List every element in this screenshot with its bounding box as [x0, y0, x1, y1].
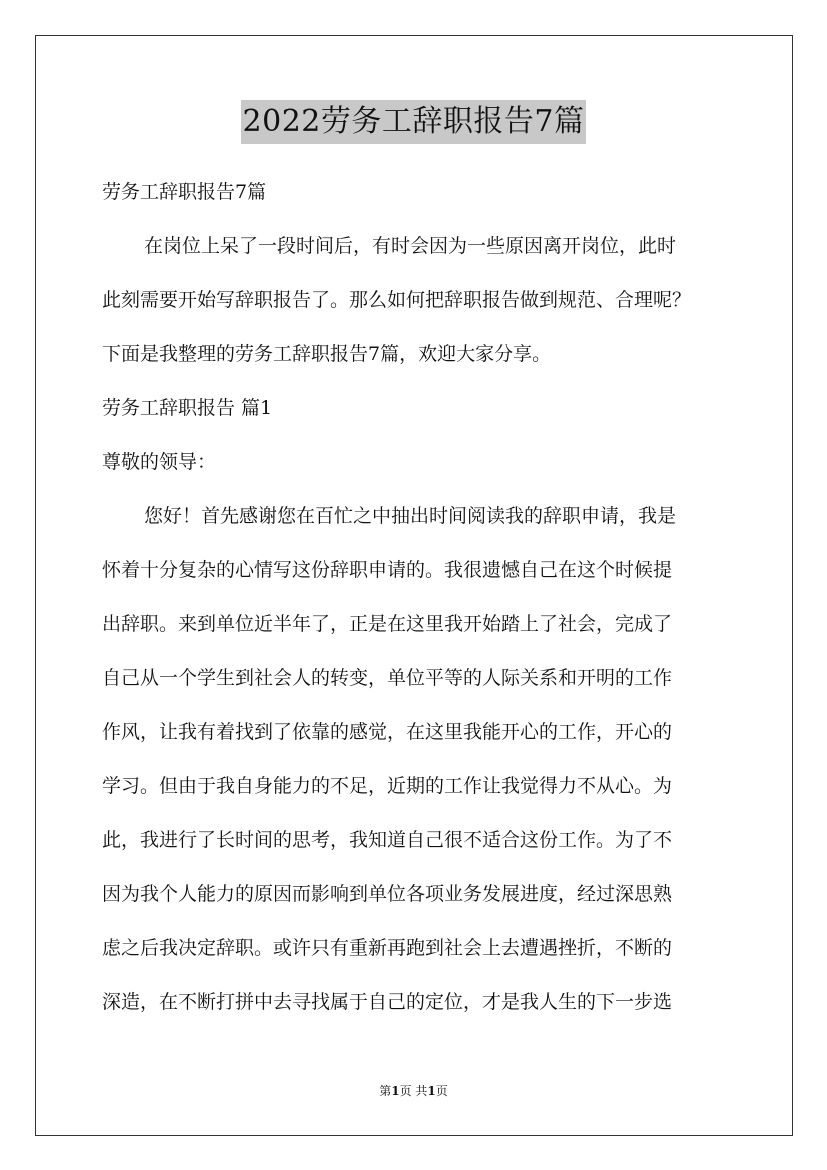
intro-line: 下面是我整理的劳务工辞职报告7篇，欢迎大家分享。 [102, 343, 552, 365]
footer-suffix: 页 [435, 1084, 448, 1098]
letter-line: 虑之后我决定辞职。或许只有重新再跑到社会上去遭遇挫折，不断的 [102, 937, 673, 959]
title-container [0, 100, 827, 144]
letter-line: 深造，在不断打拼中去寻找属于自己的定位，才是我人生的下一步选 [102, 991, 673, 1013]
salutation: 尊敬的领导： [102, 451, 217, 473]
subtitle: 劳务工辞职报告7篇 [102, 181, 267, 203]
footer-page-current: 1 [391, 1084, 400, 1098]
intro-line: 此刻需要开始写辞职报告了。那么如何把辞职报告做到规范、合理呢？ [102, 289, 692, 311]
letter-line: 怀着十分复杂的心情写这份辞职申请的。我很遗憾自己在这个时候提 [102, 559, 673, 581]
letter-line: 此，我进行了长时间的思考，我知道自己很不适合这份工作。为了不 [102, 829, 673, 851]
section-heading: 劳务工辞职报告 篇1 [102, 397, 273, 419]
document-body [102, 165, 730, 1029]
document-title: 2022劳务工辞职报告7篇 [241, 100, 587, 144]
page-footer [0, 1082, 827, 1100]
letter-line: 作风，让我有着找到了依靠的感觉，在这里我能开心的工作，开心的 [102, 721, 673, 743]
letter-line: 因为我个人能力的原因而影响到单位各项业务发展进度，经过深思熟 [102, 883, 673, 905]
footer-page-total: 1 [427, 1084, 436, 1098]
footer-mid: 页 共 [399, 1084, 428, 1098]
intro-line: 在岗位上呆了一段时间后，有时会因为一些原因离开岗位，此时 [144, 235, 677, 257]
letter-line: 出辞职。来到单位近半年了，正是在这里我开始踏上了社会，完成了 [102, 613, 673, 635]
letter-line: 自己从一个学生到社会人的转变，单位平等的人际关系和开明的工作 [102, 667, 673, 689]
letter-line: 学习。但由于我自身能力的不足，近期的工作让我觉得力不从心。为 [102, 775, 673, 797]
letter-line: 您好！首先感谢您在百忙之中抽出时间阅读我的辞职申请，我是 [144, 505, 677, 527]
footer-prefix: 第 [379, 1084, 392, 1098]
